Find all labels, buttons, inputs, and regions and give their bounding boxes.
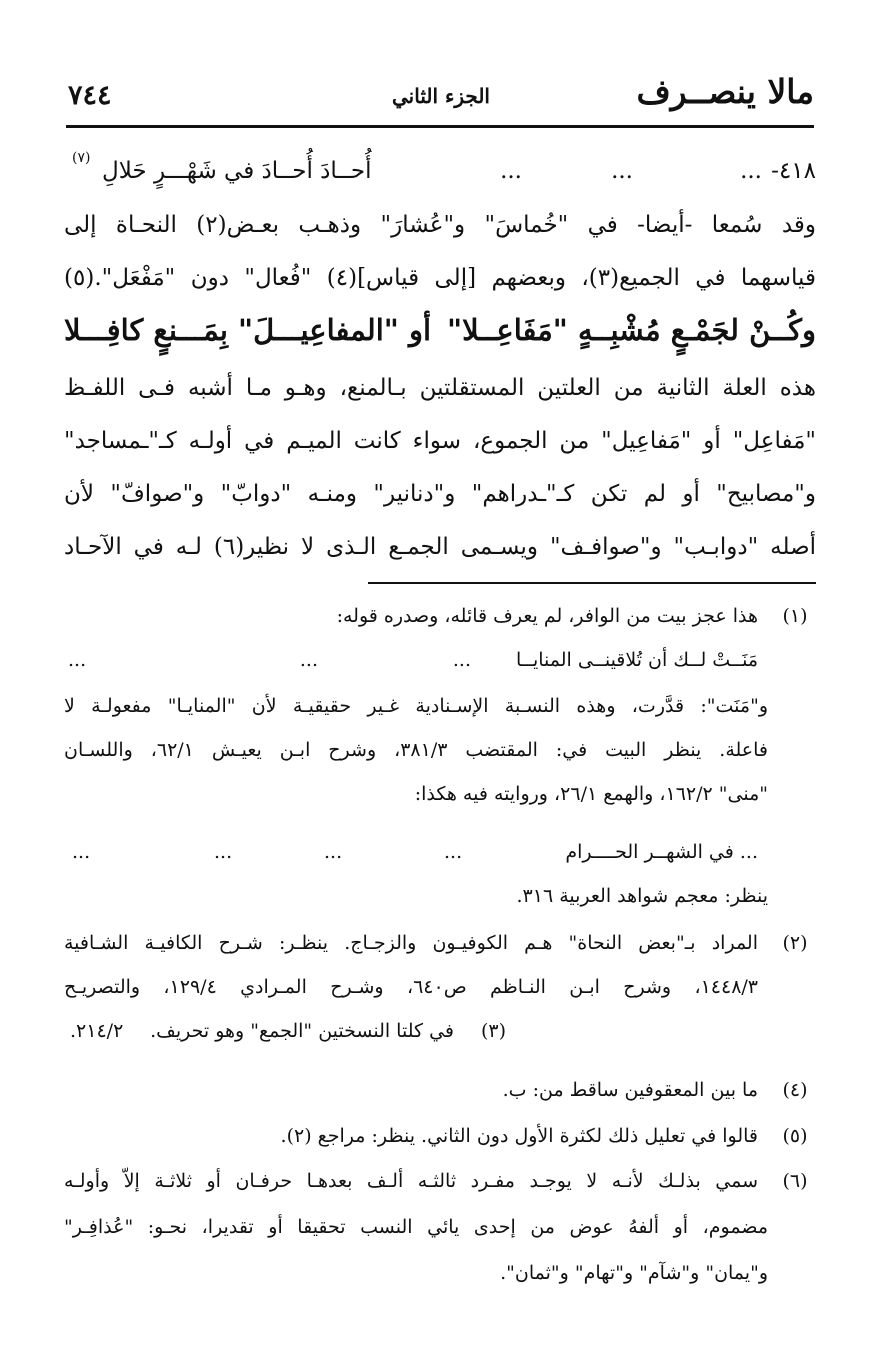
footnote-line: سمي بذلـك لأنـه لا يوجـد مفـرد ثالثـه ألـف بعدهـا حرفـان أو ثلاثـة إلاّ وأولـه <box>64 1170 758 1192</box>
alfiya-hemistich-2: أو "المفاعِيـــلَ" بِمَـــنعٍ كافِـــلا <box>64 313 432 347</box>
verse-number: ٤١٨- <box>771 158 816 184</box>
header-rule <box>66 125 814 128</box>
verse-dots: ... <box>444 841 463 863</box>
verse-dots: ... <box>324 841 343 863</box>
footnote-line: فاعلة. ينظر البيت في: المقتضب ٣٨١/٣، وشرح ابـن يعيـش ٦٢/١، واللسـان <box>64 739 769 761</box>
footnote-verse: ... في الشهــر الحــــرام <box>565 841 758 863</box>
footnote-line: المراد بـ"بعض النحاة" هـم الكوفيـون والزجـاج. ينظـر: شـرح الكافيـة الشـافية <box>64 932 758 954</box>
verse-dots: ... <box>740 158 762 184</box>
verse-dots: ... <box>299 649 318 671</box>
footnote-number: (٤) <box>782 1079 808 1101</box>
footnote-rule <box>368 582 816 584</box>
footnote-line: و"مَنَت": قدَّرت، وهذه النسـبة الإسـنادية غـير حقيقيـة لأن "المنايـا" مفعولـة لا <box>64 695 768 717</box>
text-line: و"مصابيح" أو لم تكن كـ"ـدراهم" و"دنانير" ومنـه "دوابّ" و"صوافّ" لأن <box>64 481 816 507</box>
alfiya-verse <box>64 313 816 363</box>
footnote-line: ينظر: معجم شواهد العربية ٣١٦. <box>516 885 768 907</box>
verse-dots: ... <box>611 158 633 184</box>
footnote-line: ٢١٤/٢. <box>70 1020 124 1042</box>
verse-dots: ... <box>214 841 233 863</box>
chapter-title: مالا ينصــرف <box>636 72 814 111</box>
footnote-line: هذا عجز بيت من الوافر، لم يعرف قائله، وصدره قوله: <box>336 605 758 627</box>
footnote-verse: مَنَــتْ لــك أن تُلاقينــى المنايــا <box>516 649 758 671</box>
footnote-text: قالوا في تعليل ذلك لكثرة الأول دون الثاني. ينظر: مراجع (٢). <box>280 1125 758 1147</box>
footnote-line: و"يمان" و"شآم" و"تهام" و"ثمان". <box>500 1262 768 1284</box>
text-line: هذه العلة الثانية من العلتين المستقلتين بـالمنع، وهـو مـا أشبه فـى اللفـظ <box>64 375 816 401</box>
text-line: أصله "دوابـب" و"صوافـف" ويسـمى الجمـع الـذى لا نظير(٦) لـه في الآحـاد <box>64 534 816 560</box>
text-line: "مَفاعِل" أو "مَفاعِيل" من الجموع، سواء كانت الميـم في أولـه كـ"ـمساجد" <box>64 428 816 454</box>
text-line: وقد سُمعا -أيضا- في "خُماسَ" و"عُشارَ" وذهـب بعـض(٢) النحـاة إلى <box>64 212 816 238</box>
footnote-line: "منى" ١٦٢/٢، والهمع ٢٦/١، وروايته فيه هكذا: <box>414 783 768 805</box>
footnote-ref: (٧) <box>72 150 91 166</box>
footnote-number: (٥) <box>782 1125 808 1147</box>
page-number: ٧٤٤ <box>68 80 112 111</box>
footnote-number: (٦) <box>782 1170 808 1192</box>
verse-dots: ... <box>500 158 522 184</box>
footnote-number: (١) <box>782 605 808 627</box>
verse-dots: ... <box>68 649 87 671</box>
footnote-number: (٣) <box>480 1020 506 1042</box>
footnote-number: (٢) <box>782 932 808 954</box>
alfiya-hemistich-1: وكُــنْ لجَمْـعٍ مُشْبِــهٍ "مَفَاعِــلا" <box>447 313 816 347</box>
footnote-text: في كلتا النسختين "الجمع" وهو تحريف. <box>150 1020 454 1042</box>
verse-text: أُحــادَ أُحــادَ في شَهْـــرٍ حَلالِ <box>102 158 372 184</box>
footnote-line: ١٤٤٨/٣، وشرح ابـن النـاظم ص٦٤٠، وشـرح المـرادي ١٢٩/٤، والتصريـح <box>64 976 759 998</box>
verse-dots: ... <box>452 649 471 671</box>
part-title: الجزء الثاني <box>392 84 490 108</box>
footnote-text: ما بين المعقوفين ساقط من: ب. <box>502 1079 758 1101</box>
footnote-line: مضموم، أو ألفهُ عوض من إحدى يائي النسب تحقيقا أو تقديرا، نحـو: "عُذافِـر" <box>64 1216 768 1238</box>
verse-dots: ... <box>72 841 91 863</box>
page-header <box>68 66 814 116</box>
text-line: قياسهما في الجميع(٣)، وبعضهم [إلى قياس](٤) "فُعال" دون "مَفْعَل".(٥) <box>64 265 816 291</box>
